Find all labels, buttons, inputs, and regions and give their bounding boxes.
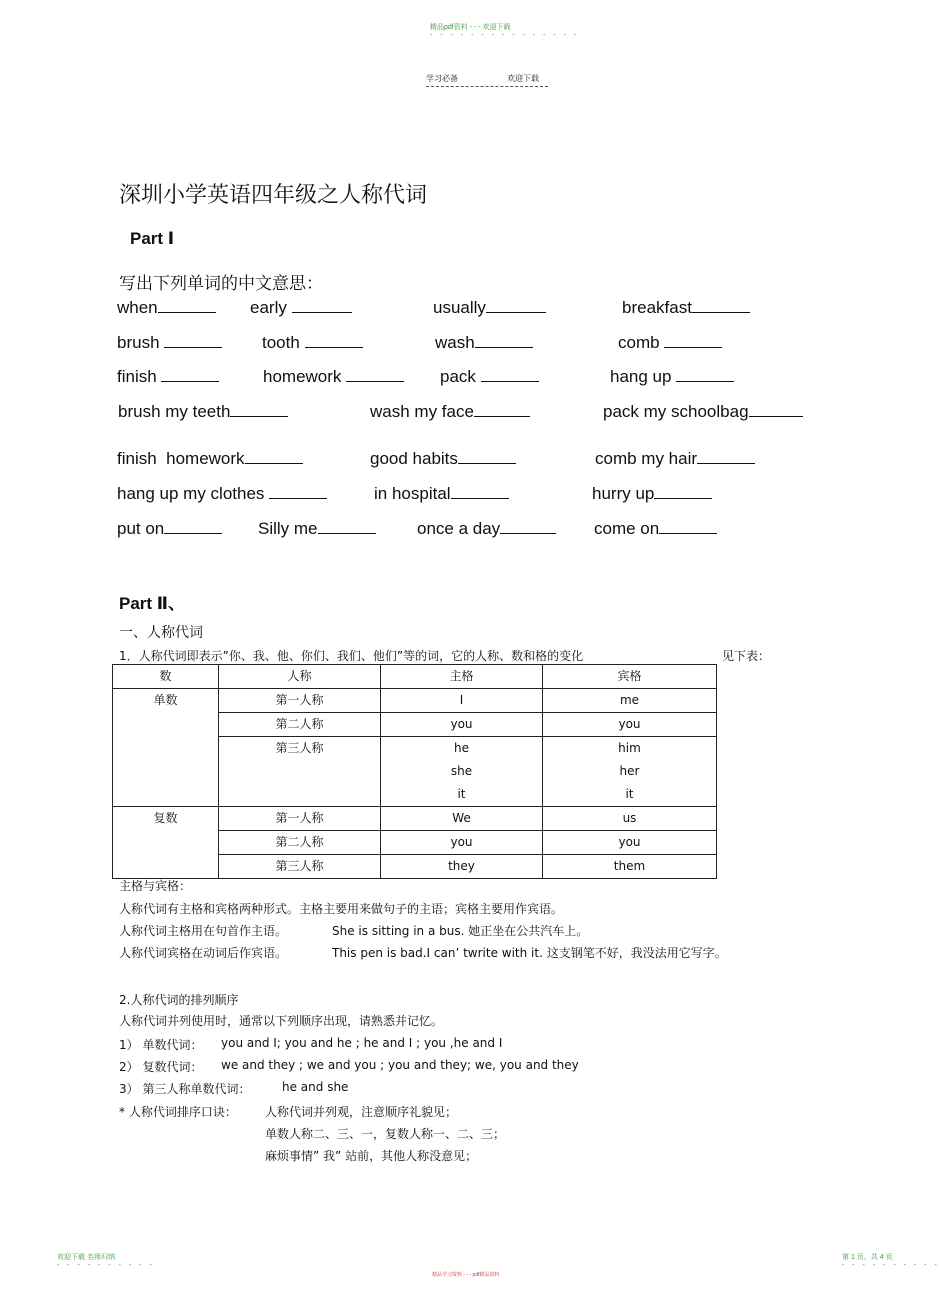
- top-header-dots: - - - - - - - - - - - - - - -: [430, 32, 580, 39]
- vocab-item: good habits: [370, 449, 516, 469]
- case-line: 人称代词宾格在动词后作宾语。: [119, 946, 288, 960]
- vocab-item: pack my schoolbag: [603, 402, 803, 422]
- vocab-item: when: [117, 298, 216, 318]
- cell-line: he: [454, 741, 469, 755]
- cell-line: it: [625, 787, 634, 801]
- header-right-text: 欢迎下载: [507, 74, 539, 83]
- rhyme-label: * 人称代词排序口诀：: [119, 1105, 237, 1119]
- table-header: 人称: [219, 665, 381, 689]
- table-cell: 第二人称: [219, 713, 381, 737]
- vocab-item: in hospital: [374, 484, 509, 504]
- order-intro: 人称代词并列使用时，通常以下列顺序出现，请熟悉并记忆。: [119, 1014, 444, 1028]
- table-cell: [381, 737, 543, 807]
- case-line: 人称代词有主格和宾格两种形式。主格主要用来做句子的主语；宾格主要用作宾语。: [119, 902, 564, 916]
- part1-instruction: 写出下列单词的中文意思：: [119, 274, 323, 294]
- cell-line: it: [457, 787, 466, 801]
- table-cell: me: [543, 689, 717, 713]
- case-example: This pen is bad.I can’ twrite with it. 这支钢笔不好，我没法用它写字。: [332, 946, 727, 960]
- vocab-item: brush: [117, 333, 222, 353]
- vocab-item: brush my teeth: [118, 402, 288, 422]
- table-header: 数: [113, 665, 219, 689]
- table-cell: 第二人称: [219, 831, 381, 855]
- vocab-item: usually: [433, 298, 546, 318]
- order-label: 3） 第三人称单数代词：: [119, 1082, 251, 1096]
- table-cell: 第一人称: [219, 807, 381, 831]
- vocab-item: Silly me: [258, 519, 376, 539]
- order-text: you and I; you and he ; he and I ; you ,he and I: [221, 1036, 503, 1050]
- top-header-text: 精品pdf资料 - - - 欢迎下载: [430, 24, 511, 31]
- rhyme-line: 麻烦事情” 我” 站前，其他人称没意见；: [265, 1149, 478, 1163]
- section-order-heading: 2.人称代词的排列顺序: [119, 993, 239, 1007]
- order-label: 1） 单数代词：: [119, 1038, 203, 1052]
- cell-line: him: [618, 741, 641, 755]
- header-divider: [426, 86, 548, 87]
- number-cell-plural: 复数: [113, 807, 219, 879]
- vocab-item: come on: [594, 519, 717, 539]
- vocab-item: pack: [440, 367, 539, 387]
- footer-left-dots: - - - - - - - - - -: [57, 1262, 155, 1269]
- vocab-item: hurry up: [592, 484, 712, 504]
- part2-label: Part Ⅱ、: [119, 594, 185, 613]
- number-cell-singular: 单数: [113, 689, 219, 807]
- vocab-item: homework: [263, 367, 404, 387]
- vocab-item: once a day: [417, 519, 556, 539]
- case-example: She is sitting in a bus. 她正坐在公共汽车上。: [332, 924, 589, 938]
- table-cell: them: [543, 855, 717, 879]
- table-cell: 第一人称: [219, 689, 381, 713]
- table-cell: 第三人称: [219, 855, 381, 879]
- vocab-item: wash my face: [370, 402, 530, 422]
- table-cell: I: [381, 689, 543, 713]
- table-cell: you: [381, 831, 543, 855]
- vocab-item: breakfast: [622, 298, 750, 318]
- header-left-text: 学习必备: [426, 74, 458, 83]
- footer-page-number: 第 1 页，共 4 页: [842, 1254, 893, 1261]
- table-cell: us: [543, 807, 717, 831]
- vocab-item: wash: [435, 333, 533, 353]
- footer-center: 精品学习资料 - - - pdf精品资料: [432, 1272, 500, 1278]
- table-header: 主格: [381, 665, 543, 689]
- case-line: 人称代词主格用在句首作主语。: [119, 924, 288, 938]
- table-cell: [543, 737, 717, 807]
- rhyme-line: 单数人称二、三、一，复数人称一、二、三；: [265, 1127, 506, 1141]
- cell-line: she: [450, 764, 473, 778]
- vocab-item: hang up my clothes: [117, 484, 327, 504]
- vocab-item: early: [250, 298, 352, 318]
- table-cell: 第三人称: [219, 737, 381, 807]
- vocab-item: finish: [117, 367, 219, 387]
- pronoun-intro: 1．人称代词即表示”你、我、他、你们、我们、他们”等的词，它的人称、数和格的变化: [119, 649, 584, 663]
- vocab-item: put on: [117, 519, 222, 539]
- pronoun-table: [112, 664, 717, 879]
- vocab-item: comb: [618, 333, 722, 353]
- page-title: 深圳小学英语四年级之人称代词: [119, 183, 428, 208]
- rhyme-line: 人称代词并列观，注意顺序礼貌见；: [265, 1105, 458, 1119]
- vocab-item: finish homework: [117, 449, 303, 469]
- footer-left: 欢迎下载 名师归纳: [57, 1254, 115, 1261]
- footer-right-dots: - - - - - - - - - -: [842, 1262, 940, 1269]
- order-text: we and they ; we and you ; you and they; we, you and they: [221, 1058, 579, 1072]
- vocab-item: hang up: [610, 367, 734, 387]
- pronoun-intro-tail: 见下表：: [722, 649, 771, 663]
- table-cell: you: [543, 831, 717, 855]
- order-text: he and she: [282, 1080, 349, 1094]
- vocab-item: tooth: [262, 333, 363, 353]
- table-cell: they: [381, 855, 543, 879]
- table-header: 宾格: [543, 665, 717, 689]
- vocab-item: comb my hair: [595, 449, 755, 469]
- order-label: 2） 复数代词：: [119, 1060, 203, 1074]
- table-cell: We: [381, 807, 543, 831]
- part1-label: Part Ⅰ: [130, 229, 175, 248]
- section-pronouns-heading: 一、人称代词: [119, 625, 203, 641]
- cell-line: her: [619, 764, 640, 778]
- table-cell: you: [543, 713, 717, 737]
- case-title: 主格与宾格：: [119, 879, 192, 893]
- table-cell: you: [381, 713, 543, 737]
